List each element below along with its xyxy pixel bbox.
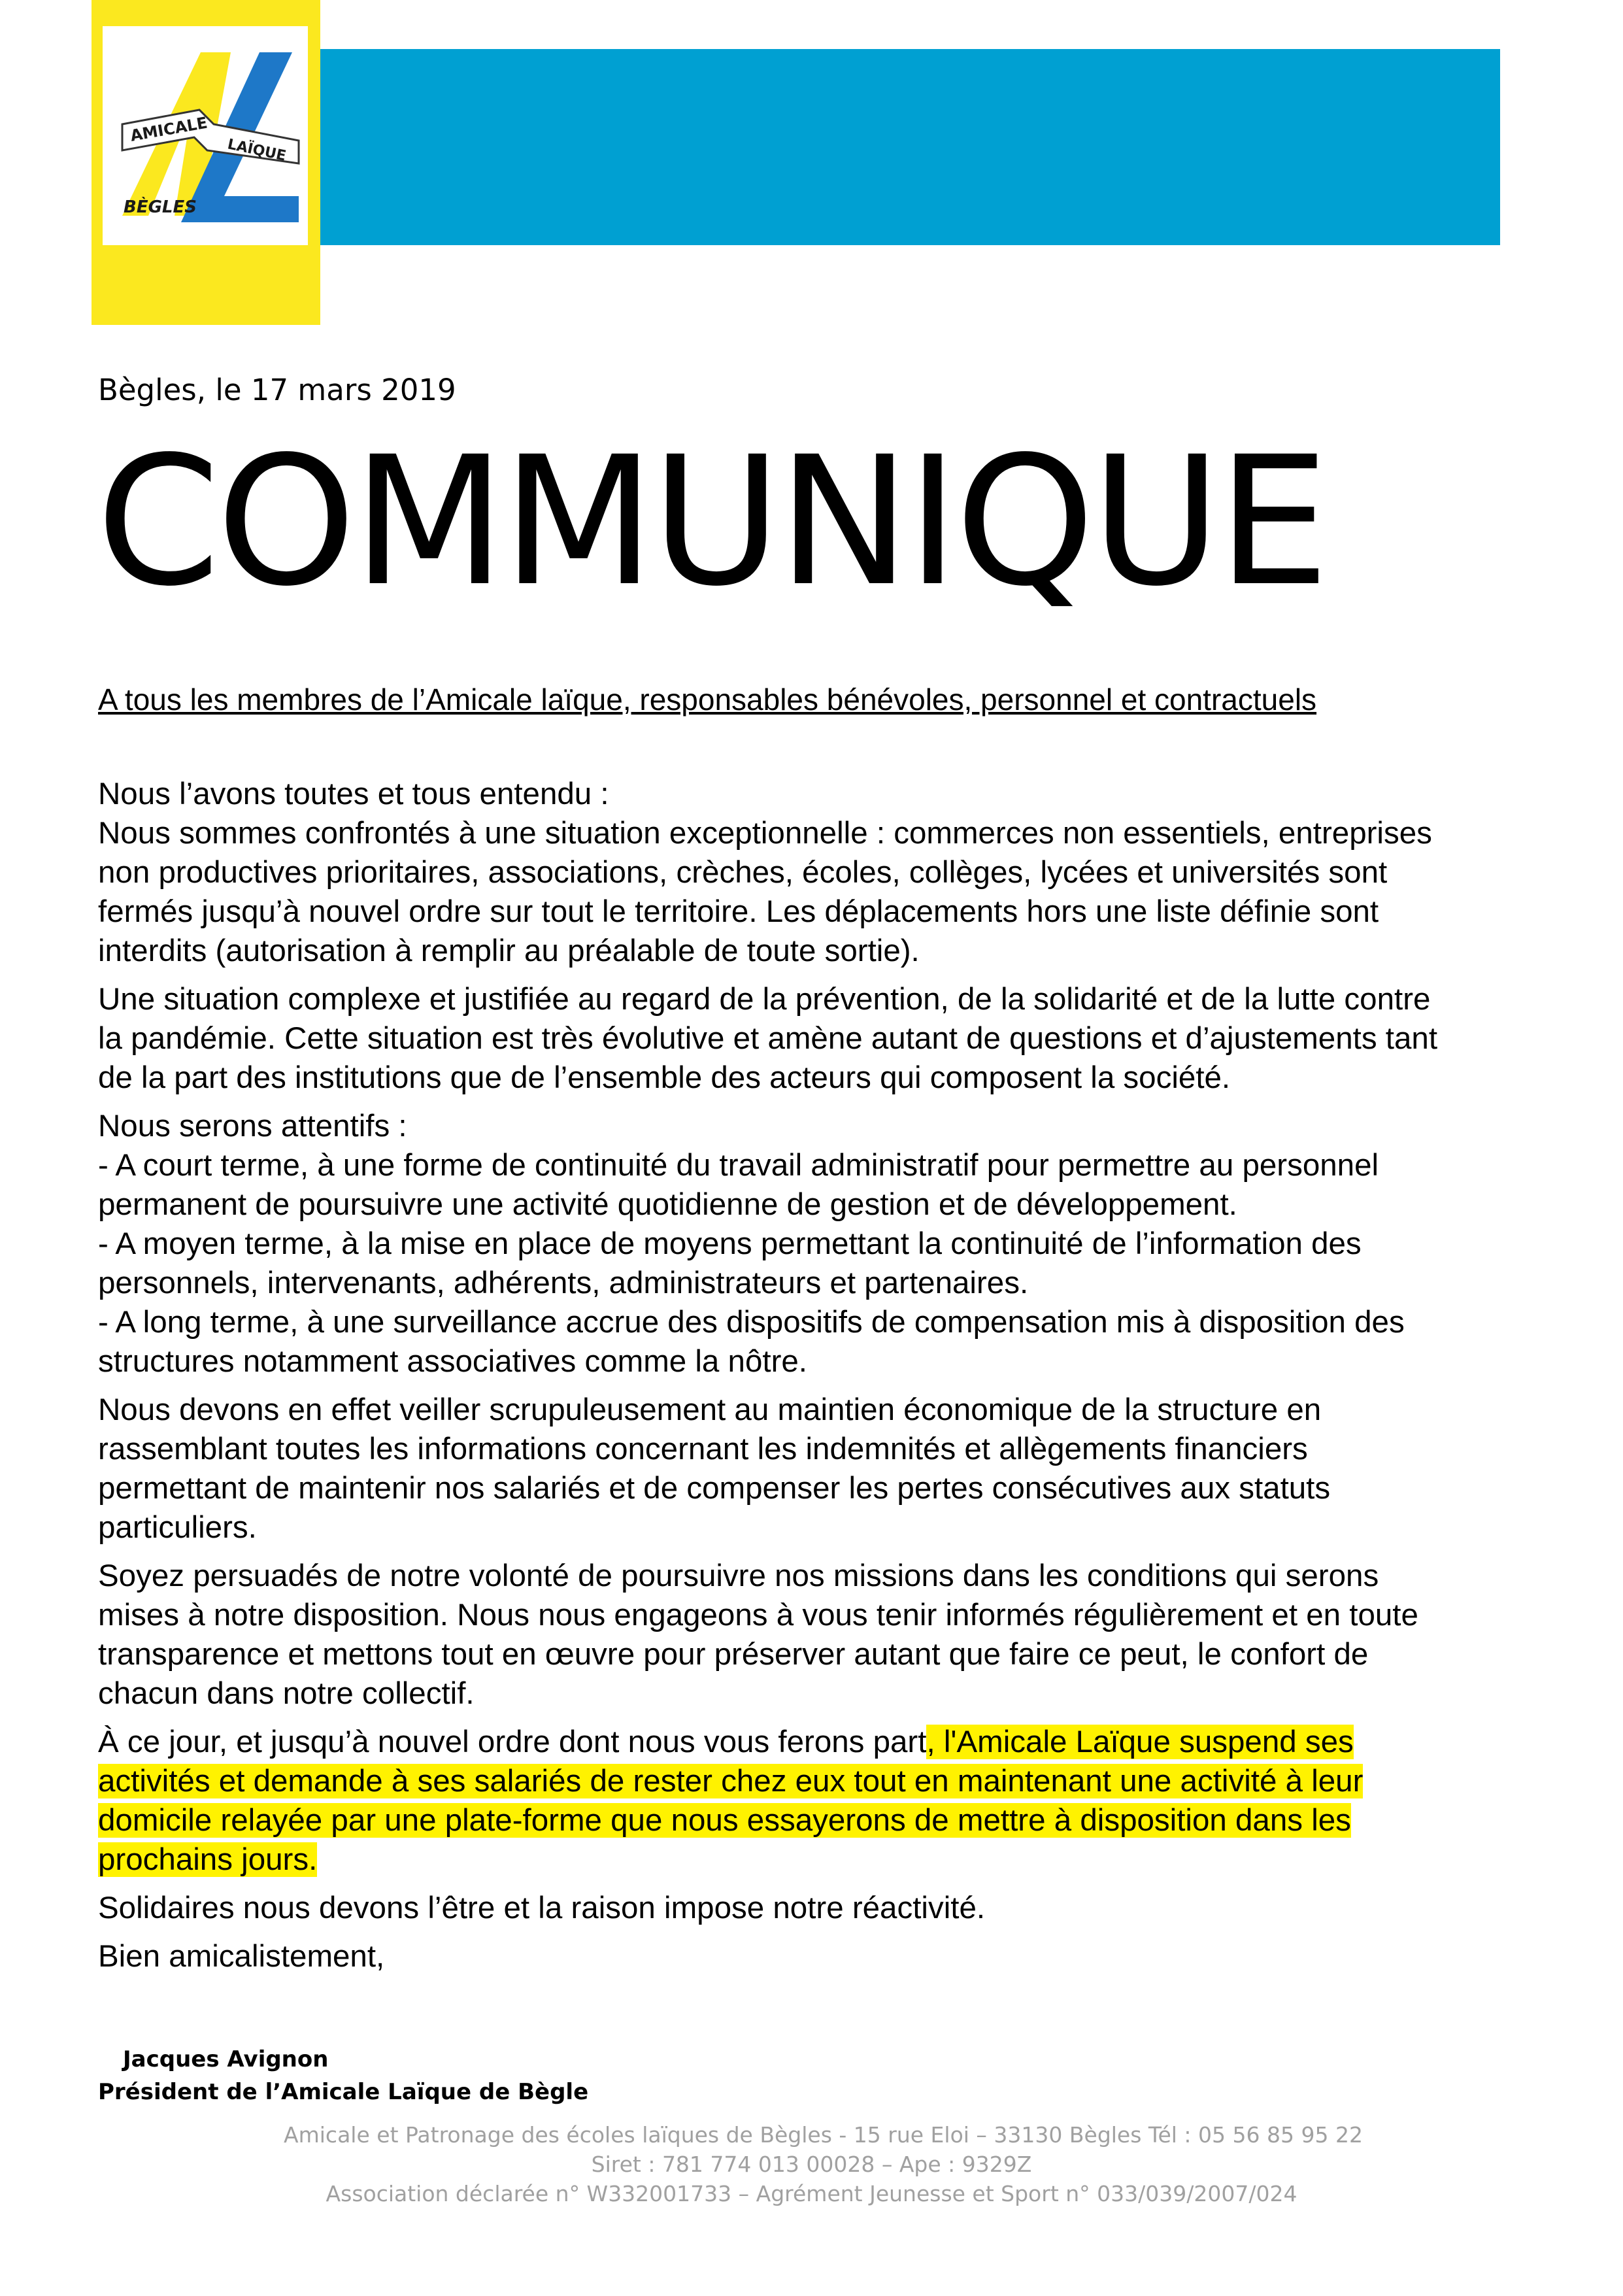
text-line: transparence et mettons tout en œuvre pour préserver autant que faire ce peut, le confort de	[98, 1637, 1369, 1672]
logo-graphic	[103, 26, 308, 245]
text-line	[98, 1762, 1536, 1801]
footer-siret: Siret : 781 774 013 00028 – Ape : 9329Z	[591, 2152, 1032, 2177]
text-line: Une situation complexe et justifiée au regard de la prévention, de la solidarité et de la lutte contre	[98, 982, 1431, 1017]
text-line: interdits (autorisation à remplir au préalable de toute sortie).	[98, 934, 920, 968]
paragraph-situation	[98, 775, 1536, 971]
text-line: personnels, intervenants, adhérents, administrateurs et partenaires.	[98, 1266, 1029, 1300]
highlighted-text: , l'Amicale Laïque suspend ses	[926, 1725, 1354, 1759]
addressee-line: A tous les membres de l’Amicale laïque, responsables bénévoles, personnel et contractuels	[98, 683, 1317, 717]
footer-association: Association déclarée n° W332001733 – Agrément Jeunesse et Sport n° 033/039/2007/024	[326, 2181, 1297, 2206]
text-line: Nous serons attentifs :	[98, 1109, 407, 1143]
text-line: non productives prioritaires, associations, crèches, écoles, collèges, lycées et universités sont	[98, 855, 1388, 890]
text-line: la pandémie. Cette situation est très évolutive et amène autant de questions et d’ajustements tant	[98, 1021, 1438, 1056]
text-line: - A long terme, à une surveillance accrue des dispositifs de compensation mis à disposition des	[98, 1305, 1405, 1340]
signatory-role: Président de l’Amicale Laïque de Bègle	[98, 2079, 589, 2105]
paragraph-context	[98, 980, 1536, 1098]
logo-word-begles: BÈGLES	[124, 197, 197, 217]
paragraph-closing	[98, 1937, 1536, 1976]
signatory-name: Jacques Avignon	[123, 2046, 329, 2072]
text-line: - A court terme, à une forme de continuité du travail administratif pour permettre au personnel	[98, 1148, 1379, 1183]
text-line: Solidaires nous devons l’être et la raison impose notre réactivité.	[98, 1891, 986, 1925]
text-line: de la part des institutions que de l’ensemble des acteurs qui composent la société.	[98, 1060, 1231, 1095]
text-line: rassemblant toutes les informations concernant les indemnités et allègements financiers	[98, 1432, 1308, 1466]
logo-word-amicale: AMICALE	[129, 113, 209, 145]
text-line	[98, 1840, 1536, 1880]
text-line: Nous l’avons toutes et tous entendu :	[98, 777, 609, 811]
page-footer	[0, 2120, 1623, 2208]
letter-body	[98, 775, 1536, 1985]
text-line	[98, 1801, 1536, 1840]
highlighted-text: activités et demande à ses salariés de rester chez eux tout en maintenant une activité à leur	[98, 1764, 1364, 1798]
paragraph-suspension	[98, 1723, 1536, 1880]
text-line: Nous devons en effet veiller scrupuleusement au maintien économique de la structure en	[98, 1393, 1322, 1427]
signature-block	[98, 2043, 588, 2108]
paragraph-commitment	[98, 1557, 1536, 1714]
text-line: Nous sommes confrontés à une situation exceptionnelle : commerces non essentiels, entreprises	[98, 816, 1432, 851]
text-segment: À ce jour, et jusqu’à nouvel ordre dont nous vous ferons part	[98, 1725, 927, 1759]
text-line: fermés jusqu’à nouvel ordre sur tout le territoire. Les déplacements hors une liste définie sont	[98, 894, 1379, 929]
text-line: Soyez persuadés de notre volonté de poursuivre nos missions dans les conditions qui serons	[98, 1559, 1379, 1593]
letter-date: Bègles, le 17 mars 2019	[98, 373, 456, 407]
text-line	[98, 1723, 1536, 1762]
page-title: COMMUNIQUE	[96, 419, 1326, 626]
text-line: - A moyen terme, à la mise en place de moyens permettant la continuité de l’information des	[98, 1226, 1362, 1261]
highlighted-text: prochains jours.	[98, 1842, 318, 1877]
logo-word-laique: LAÏQUE	[226, 136, 288, 165]
footer-address: Amicale et Patronage des écoles laïques de Bègles - 15 rue Eloi – 33130 Bègles Tél : 05 56 85 95 22	[284, 2122, 1363, 2148]
text-line: permettant de maintenir nos salariés et de compenser les pertes consécutives aux statuts	[98, 1471, 1331, 1506]
highlighted-text: domicile relayée par une plate-forme que nous essayerons de mettre à disposition dans les	[98, 1803, 1351, 1838]
amicale-laique-logo	[103, 26, 308, 245]
paragraph-attention-points	[98, 1107, 1536, 1381]
text-line: structures notamment associatives comme la nôtre.	[98, 1344, 808, 1379]
paragraph-solidarity	[98, 1889, 1536, 1928]
paragraph-economic	[98, 1391, 1536, 1547]
text-line: chacun dans notre collectif.	[98, 1676, 475, 1711]
text-line: Bien amicalistement,	[98, 1939, 385, 1974]
text-line: permanent de poursuivre une activité quotidienne de gestion et de développement.	[98, 1187, 1237, 1222]
text-line: particuliers.	[98, 1510, 257, 1545]
text-line: mises à notre disposition. Nous nous engageons à vous tenir informés régulièrement et en toute	[98, 1598, 1418, 1632]
